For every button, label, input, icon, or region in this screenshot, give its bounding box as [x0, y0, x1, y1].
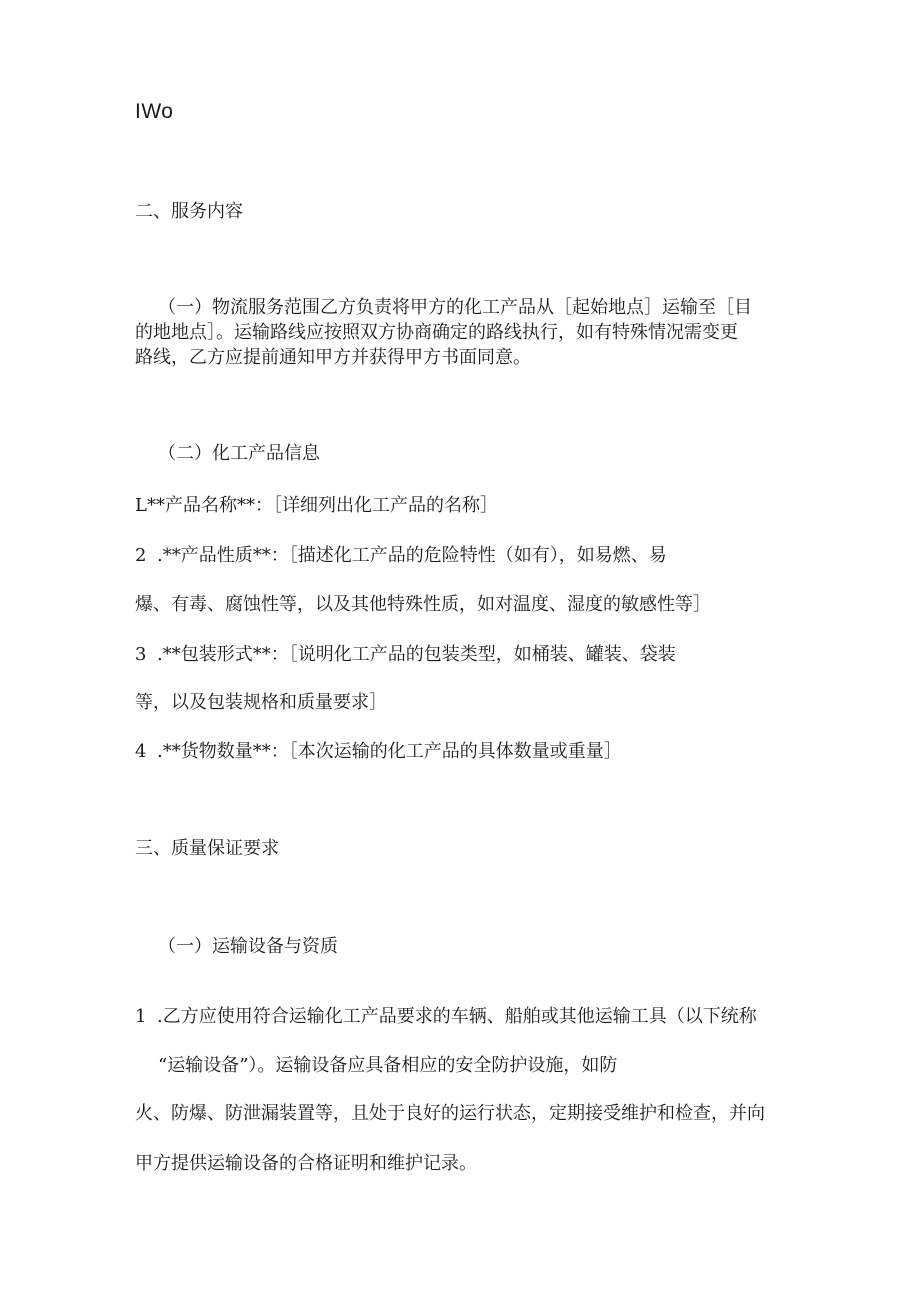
- top-mark-text: IWo: [135, 100, 174, 123]
- item-number: 1: [135, 1006, 147, 1027]
- item-text: .乙方应使用符合运输化工产品要求的车辆、船舶或其他运输工具（以下统称: [157, 1006, 757, 1027]
- equipment-item-1-line-3: 火、防爆、防泄漏装置等，且处于良好的运行状态，定期接受维护和检查，并向: [135, 1103, 765, 1124]
- item-text: .**包装形式**：［说明化工产品的包装类型，如桶装、罐装、袋装: [157, 644, 676, 665]
- item-text: .**货物数量**：［本次运输的化工产品的具体数量或重量］: [157, 741, 622, 762]
- section-2-sub-2-heading: （二）化工产品信息: [158, 443, 320, 464]
- product-item-3-line-1: [135, 644, 676, 666]
- section-2-sub-1-line-2: 的地地点］。运输路线应按照双方协商确定的路线执行，如有特殊情况需变更: [135, 322, 738, 343]
- item-number: 3: [135, 644, 147, 665]
- section-2-heading: 二、服务内容: [135, 201, 243, 222]
- product-item-4-line-1: [135, 741, 622, 763]
- equipment-item-1-line-4: 甲方提供运输设备的合格证明和维护记录。: [135, 1153, 477, 1174]
- section-3-heading: 三、质量保证要求: [135, 838, 279, 859]
- equipment-item-1-line-1: [135, 1006, 757, 1028]
- section-2-sub-1-line-3: 路线，乙方应提前通知甲方并获得甲方书面同意。: [135, 347, 531, 368]
- section-3-sub-1-heading: （一）运输设备与资质: [158, 936, 338, 957]
- product-item-2-line-1: [135, 545, 667, 567]
- item-text: .**产品性质**：［描述化工产品的危险特性（如有），如易燃、易: [157, 545, 667, 566]
- section-2-sub-1-line-1: （一）物流服务范围乙方负责将甲方的化工产品从［起始地点］运输至［目: [158, 297, 752, 318]
- product-item-2-line-2: 爆、有毒、腐蚀性等，以及其他特殊性质，如对温度、湿度的敏感性等］: [135, 594, 711, 615]
- product-item-1: L**产品名称**：［详细列出化工产品的名称］: [135, 495, 498, 516]
- equipment-item-1-line-2: “运输设备”）。运输设备应具备相应的安全防护设施，如防: [158, 1055, 618, 1076]
- item-number: 2: [135, 545, 147, 566]
- item-number: 4: [135, 741, 147, 762]
- product-item-3-line-2: 等，以及包装规格和质量要求］: [135, 692, 387, 713]
